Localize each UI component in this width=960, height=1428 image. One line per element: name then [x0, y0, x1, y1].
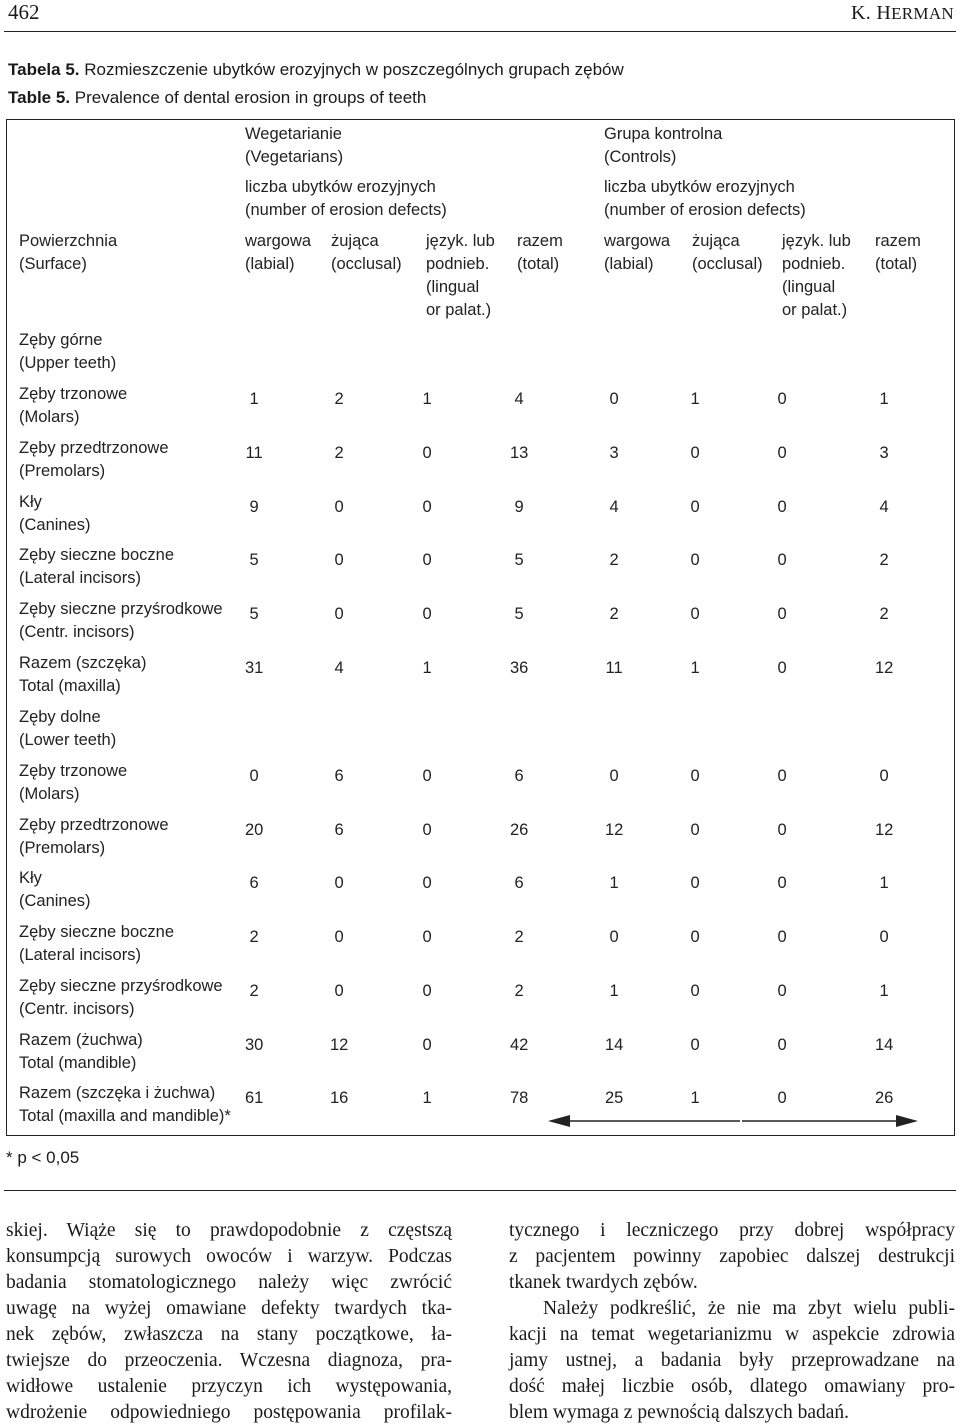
- row-label: (Canines): [19, 892, 91, 910]
- body-line: badania stomatologicznego należy więc zwrócić: [6, 1272, 452, 1293]
- table-cell: 0: [777, 551, 787, 569]
- column-header: (occlusal): [692, 255, 763, 273]
- table-cell: 0: [690, 444, 700, 462]
- body-line: konsumpcją surowych owoców i warzyw. Podczas: [6, 1246, 452, 1267]
- table-cell: 2: [334, 390, 344, 408]
- table-cell: 0: [422, 498, 432, 516]
- row-label: Zęby górne: [19, 331, 103, 349]
- table-cell: 2: [879, 551, 889, 569]
- table-cell: 0: [334, 605, 344, 623]
- column-header: (labial): [604, 255, 654, 273]
- table-cell: 6: [249, 874, 259, 892]
- table-cell: 2: [249, 928, 259, 946]
- table-cell: 1: [249, 390, 259, 408]
- row-label: Zęby dolne: [19, 708, 101, 726]
- table-cell: 78: [510, 1089, 529, 1107]
- table-cell: 2: [609, 605, 619, 623]
- row-label: Total (maxilla and mandible)*: [19, 1107, 231, 1125]
- table-cell: 16: [330, 1089, 349, 1107]
- table-cell: 0: [334, 928, 344, 946]
- table-cell: 11: [605, 659, 623, 677]
- row-label: Zęby trzonowe: [19, 385, 128, 403]
- column-header: (total): [875, 255, 918, 273]
- table-cell: 12: [875, 659, 894, 677]
- group-header: Wegetarianie: [245, 125, 342, 143]
- row-label: Zęby trzonowe: [19, 762, 128, 780]
- table-cell: 5: [249, 551, 259, 569]
- table-cell: 4: [514, 390, 524, 408]
- row-label: Kły: [19, 493, 42, 511]
- table-cell: 2: [334, 444, 344, 462]
- table-cell: 42: [510, 1036, 529, 1054]
- table-cell: 5: [514, 551, 524, 569]
- body-column-left: [6, 1218, 452, 1426]
- table-cell: 1: [609, 982, 619, 1000]
- column-header: żująca: [692, 232, 740, 250]
- column-header: (occlusal): [331, 255, 402, 273]
- table-cell: 0: [690, 821, 700, 839]
- table-cell: 0: [609, 767, 619, 785]
- table-cell: 0: [777, 498, 787, 516]
- group-header: (Controls): [604, 148, 677, 166]
- table-cell: 4: [879, 498, 889, 516]
- table-cell: 0: [422, 982, 432, 1000]
- table-cell: 0: [777, 1089, 787, 1107]
- body-line: z pacjentem powinny zapobiec dalszej destrukcji: [509, 1246, 955, 1267]
- significance-footnote: * p < 0,05: [6, 1148, 80, 1167]
- table-cell: 11: [245, 444, 263, 462]
- column-header: żująca: [331, 232, 379, 250]
- body-line: uwagę na wyżej omawiane defekty twardych tka-: [6, 1298, 452, 1319]
- table-cell: 6: [514, 767, 524, 785]
- table-cell: 0: [334, 982, 344, 1000]
- row-label: (Premolars): [19, 839, 106, 857]
- group-subheader: (number of erosion defects): [604, 201, 806, 219]
- column-header: podnieb.: [782, 255, 846, 273]
- body-line: widłowe ustalenie przyczyn ich występowania,: [6, 1376, 452, 1397]
- table-cell: 0: [609, 390, 619, 408]
- table-cell: 20: [245, 821, 264, 839]
- row-label: Kły: [19, 869, 42, 887]
- table-cell: 13: [510, 444, 529, 462]
- row-label: Zęby sieczne boczne: [19, 546, 175, 564]
- table-cell: 1: [609, 874, 619, 892]
- arrow-head-left-icon: [548, 1115, 570, 1127]
- table-cell: 25: [605, 1089, 624, 1107]
- group-subheader: (number of erosion defects): [245, 201, 447, 219]
- table-cell: 14: [875, 1036, 894, 1054]
- table-cell: 4: [609, 498, 619, 516]
- table-cell: 0: [334, 874, 344, 892]
- column-header: podnieb.: [426, 255, 490, 273]
- caption-label-pl: Tabela 5.: [8, 60, 80, 79]
- column-header: wargowa: [245, 232, 312, 250]
- author-smallcaps: ERMAN: [891, 4, 954, 23]
- table-cell: 2: [514, 928, 524, 946]
- table-cell: 0: [777, 928, 787, 946]
- table-cell: 0: [334, 498, 344, 516]
- column-header: (lingual: [782, 278, 836, 296]
- table-cell: 0: [777, 874, 787, 892]
- table-cell: 0: [690, 551, 700, 569]
- table-cell: 0: [690, 767, 700, 785]
- table-cell: 0: [690, 605, 700, 623]
- table-cell: 6: [334, 767, 344, 785]
- row-label: (Lateral incisors): [19, 569, 141, 587]
- table-cell: 9: [514, 498, 524, 516]
- table-cell: 1: [690, 390, 700, 408]
- table-cell: 0: [422, 605, 432, 623]
- row-label: Zęby sieczne przyśrodkowe: [19, 600, 223, 618]
- table-cell: 2: [609, 551, 619, 569]
- body-line: dość małej liczbie osób, dlatego omawiany pro-: [509, 1376, 955, 1397]
- table-cell: 2: [514, 982, 524, 1000]
- body-line: blem wymaga z pewnością dalszych badań.: [509, 1402, 850, 1423]
- row-label: (Upper teeth): [19, 354, 117, 372]
- table-cell: 12: [605, 821, 624, 839]
- row-label: (Lower teeth): [19, 731, 117, 749]
- table-cell: 1: [879, 390, 889, 408]
- column-header: razem: [517, 232, 563, 250]
- table-cell: 0: [690, 498, 700, 516]
- table-cell: 0: [777, 982, 787, 1000]
- table-cell: 2: [249, 982, 259, 1000]
- row-label: Zęby sieczne przyśrodkowe: [19, 977, 223, 995]
- table-cell: 31: [245, 659, 264, 677]
- table-cell: 0: [422, 1036, 432, 1054]
- table-cell: 26: [510, 821, 529, 839]
- body-line: tkanek twardych zębów.: [509, 1272, 698, 1293]
- column-header: (lingual: [426, 278, 480, 296]
- table-cell: 30: [245, 1036, 264, 1054]
- author-initial: K. H: [851, 2, 892, 24]
- body-line: skiej. Wiąże się to prawdopodobnie z częstszą: [6, 1220, 452, 1241]
- table-cell: 61: [245, 1089, 264, 1107]
- body-separator-rule: [4, 1190, 956, 1191]
- table-cell: 9: [249, 498, 259, 516]
- table-cell: 26: [875, 1089, 894, 1107]
- page-number: 462: [8, 0, 40, 24]
- table-cell: 0: [422, 821, 432, 839]
- table-cell: 4: [334, 659, 344, 677]
- body-line: Należy podkreślić, że nie ma zbyt wielu publi-: [543, 1298, 955, 1319]
- row-label: Zęby sieczne boczne: [19, 923, 175, 941]
- table-cell: 0: [422, 551, 432, 569]
- table-cell: 0: [422, 767, 432, 785]
- body-line: jamy ustnej, a badania były przeprowadzane na: [509, 1350, 955, 1371]
- group-subheader: liczba ubytków erozyjnych: [604, 178, 795, 196]
- row-label: (Canines): [19, 516, 91, 534]
- group-subheader: liczba ubytków erozyjnych: [245, 178, 436, 196]
- table-cell: 0: [777, 605, 787, 623]
- row-label: Zęby przedtrzonowe: [19, 816, 169, 834]
- row-label: Razem (szczęka): [19, 654, 147, 672]
- table-cell: 0: [879, 767, 889, 785]
- surface-header: (Surface): [19, 255, 87, 273]
- table-cell: 1: [690, 1089, 700, 1107]
- row-label: (Centr. incisors): [19, 1000, 135, 1018]
- table-cell: 5: [514, 605, 524, 623]
- body-column-right: [509, 1218, 955, 1426]
- row-label: Total (mandible): [19, 1054, 137, 1072]
- table-cell: 0: [777, 1036, 787, 1054]
- table-cell: 1: [422, 390, 432, 408]
- table-cell: 3: [879, 444, 889, 462]
- table-cell: 2: [879, 605, 889, 623]
- table-cell: 1: [690, 659, 700, 677]
- table-cell: 0: [690, 928, 700, 946]
- table-cell: 0: [879, 928, 889, 946]
- table-cell: 1: [422, 1089, 432, 1107]
- table-cell: 0: [690, 982, 700, 1000]
- row-label: (Molars): [19, 785, 80, 803]
- caption-text-en: Prevalence of dental erosion in groups of teeth: [70, 88, 427, 107]
- row-label: (Premolars): [19, 462, 106, 480]
- table-cell: 6: [514, 874, 524, 892]
- body-line: twiejsze do przeoczenia. Wczesna diagnoza, pra-: [6, 1350, 452, 1371]
- table-cell: 14: [605, 1036, 624, 1054]
- table-cell: 36: [510, 659, 529, 677]
- body-line: wdrożenie odpowiedniego postępowania profilak-: [6, 1402, 452, 1423]
- table-cell: 0: [777, 390, 787, 408]
- table-cell: 0: [609, 928, 619, 946]
- table-cell: 0: [777, 767, 787, 785]
- table-cell: 0: [777, 444, 787, 462]
- column-header: wargowa: [604, 232, 671, 250]
- row-label: (Lateral incisors): [19, 946, 141, 964]
- table-cell: 0: [777, 821, 787, 839]
- group-header: Grupa kontrolna: [604, 125, 723, 143]
- row-label: (Molars): [19, 408, 80, 426]
- table-cell: 1: [879, 982, 889, 1000]
- column-header: or palat.): [782, 301, 848, 319]
- table-cell: 0: [690, 874, 700, 892]
- column-header: (labial): [245, 255, 295, 273]
- column-header: or palat.): [426, 301, 492, 319]
- body-line: nek zębów, zwłaszcza na stany początkowe, ła-: [6, 1324, 452, 1345]
- row-label: Zęby przedtrzonowe: [19, 439, 169, 457]
- body-line: tycznego i leczniczego przy dobrej współpracy: [509, 1220, 955, 1241]
- table-cell: 5: [249, 605, 259, 623]
- surface-header: Powierzchnia: [19, 232, 118, 250]
- row-label: (Centr. incisors): [19, 623, 135, 641]
- column-header: razem: [875, 232, 921, 250]
- row-label: Razem (żuchwa): [19, 1031, 143, 1049]
- group-header: (Vegetarians): [245, 148, 344, 166]
- table-cell: 1: [879, 874, 889, 892]
- body-line: kacji na temat wegetarianizmu w aspekcie zdrowia: [509, 1324, 955, 1345]
- arrow-head-right-icon: [896, 1115, 918, 1127]
- table-cell: 12: [330, 1036, 349, 1054]
- caption-text-pl: Rozmieszczenie ubytków erozyjnych w poszczególnych grupach zębów: [79, 60, 624, 79]
- table-cell: 0: [422, 874, 432, 892]
- table-cell: 6: [334, 821, 344, 839]
- caption-label-en: Table 5.: [8, 88, 71, 107]
- table-cell: 0: [422, 928, 432, 946]
- row-label: Total (maxilla): [19, 677, 121, 695]
- table-cell: 0: [249, 767, 259, 785]
- table-cell: 12: [875, 821, 894, 839]
- table-cell: 1: [422, 659, 432, 677]
- table-cell: 0: [690, 1036, 700, 1054]
- column-header: język. lub: [426, 232, 495, 250]
- column-header: język. lub: [782, 232, 851, 250]
- table-cell: 3: [609, 444, 619, 462]
- row-label: Razem (szczęka i żuchwa): [19, 1084, 216, 1102]
- table-cell: 0: [777, 659, 787, 677]
- table-cell: 0: [334, 551, 344, 569]
- column-header: (total): [517, 255, 560, 273]
- table-cell: 0: [422, 444, 432, 462]
